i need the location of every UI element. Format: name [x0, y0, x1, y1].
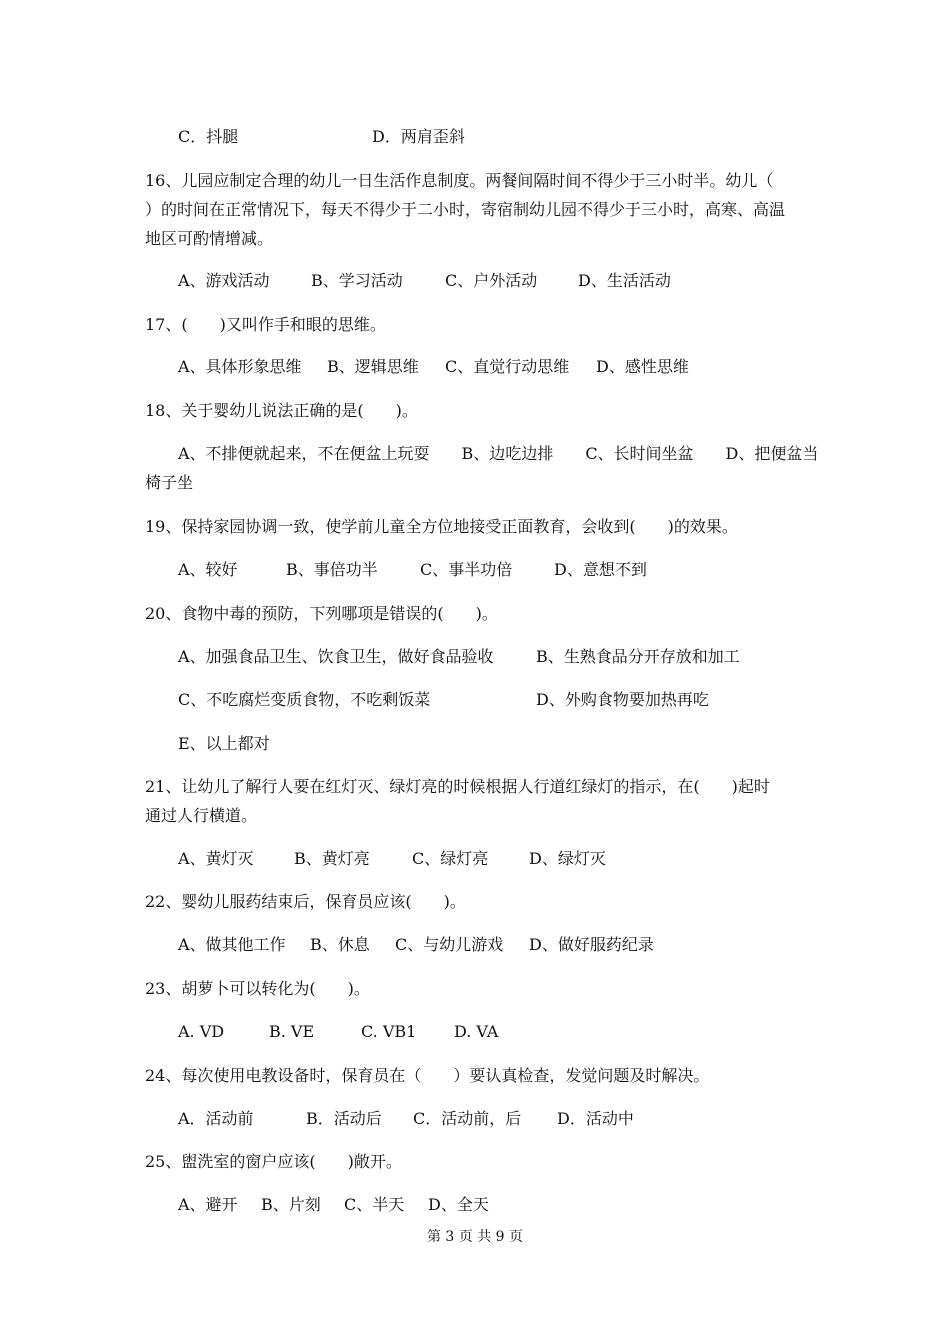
q22-option-b: B、休息 — [310, 935, 370, 954]
q23-option-b: B. VE — [269, 1022, 315, 1041]
q16-option-b: B、学习活动 — [311, 271, 403, 290]
q19-option-b: B、事倍功半 — [286, 560, 378, 579]
q20-option-a: A、加强食品卫生、饮食卫生，做好食品验收 — [178, 647, 494, 666]
q21-stem-line-2: 通过人行横道。 — [145, 806, 258, 825]
q23-option-d: D. VA — [454, 1022, 499, 1041]
page-number-footer: 第 3 页 共 9 页 — [426, 1229, 524, 1245]
q20-option-b: B、生熟食品分开存放和加工 — [536, 647, 740, 666]
q23-option-a: A. VD — [178, 1022, 225, 1041]
q24-option-c: C．活动前，后 — [413, 1109, 522, 1128]
q22-stem: 22、婴幼儿服药结束后，保育员应该( )。 — [145, 892, 466, 911]
q23-stem: 23、胡萝卜可以转化为( )。 — [145, 979, 370, 998]
q25-option-a: A、避开 — [178, 1195, 238, 1214]
q18-stem: 18、关于婴幼儿说法正确的是( )。 — [145, 401, 418, 420]
q25-option-b: B、片刻 — [261, 1195, 321, 1214]
q18-options-line-2: 椅子坐 — [145, 473, 194, 492]
q21-stem-line-1: 21、让幼儿了解行人要在红灯灭、绿灯亮的时候根据人行道红绿灯的指示，在( )起时 — [145, 777, 770, 796]
q22-option-c: C、与幼儿游戏 — [395, 935, 504, 954]
q20-stem: 20、食物中毒的预防，下列哪项是错误的( )。 — [145, 604, 498, 623]
q17-option-c: C、直觉行动思维 — [445, 357, 570, 376]
q19-stem: 19、保持家园协调一致，使学前儿童全方位地接受正面教育，会收到( )的效果。 — [145, 517, 738, 536]
q17-option-a: A、具体形象思维 — [178, 357, 302, 376]
q25-option-d: D、全天 — [428, 1195, 489, 1214]
q19-option-c: C、事半功倍 — [420, 560, 513, 579]
q23-option-c: C. VB1 — [361, 1022, 417, 1041]
q25-option-c: C、半天 — [344, 1195, 405, 1214]
q15-option-c: C．抖腿 — [178, 127, 239, 146]
q20-option-d: D、外购食物要加热再吃 — [536, 690, 709, 709]
q21-option-a: A、黄灯灭 — [178, 849, 254, 868]
q18-options-line-1: A、不排便就起来，不在便盆上玩耍 B、边吃边排 C、长时间坐盆 D、把便盆当 — [178, 444, 819, 463]
q20-option-e: E、以上都对 — [178, 734, 270, 753]
q16-stem-line-1: 16、儿园应制定合理的幼儿一日生活作息制度。两餐间隔时间不得少于三小时半。幼儿（ — [145, 171, 774, 190]
q21-option-b: B、黄灯亮 — [294, 849, 370, 868]
q16-stem-line-2: ）的时间在正常情况下，每天不得少于二小时，寄宿制幼儿园不得少于三小时，高寒、高温 — [145, 200, 786, 219]
q21-option-d: D、绿灯灭 — [529, 849, 606, 868]
q24-stem: 24、每次使用电教设备时，保育员在（ ）要认真检查，发觉问题及时解决。 — [145, 1066, 710, 1085]
q21-option-c: C、绿灯亮 — [412, 849, 489, 868]
q22-option-a: A、做其他工作 — [178, 935, 286, 954]
q24-option-a: A．活动前 — [178, 1109, 254, 1128]
q24-option-d: D．活动中 — [557, 1109, 634, 1128]
q15-option-d: D．两肩歪斜 — [372, 127, 465, 146]
q25-stem: 25、盥洗室的窗户应该( )敞开。 — [145, 1152, 402, 1171]
q16-option-a: A、游戏活动 — [178, 271, 270, 290]
q24-option-b: B．活动后 — [306, 1109, 382, 1128]
q20-option-c: C、不吃腐烂变质食物，不吃剩饭菜 — [178, 690, 431, 709]
q17-option-d: D、感性思维 — [596, 357, 689, 376]
q16-stem-line-3: 地区可酌情增减。 — [145, 229, 274, 248]
q22-option-d: D、做好服药纪录 — [529, 935, 654, 954]
q16-option-c: C、户外活动 — [445, 271, 538, 290]
q16-option-d: D、生活活动 — [578, 271, 671, 290]
q17-option-b: B、逻辑思维 — [327, 357, 419, 376]
q17-stem: 17、( )又叫作手和眼的思维。 — [145, 315, 386, 334]
q19-option-a: A、较好 — [178, 560, 238, 579]
q19-option-d: D、意想不到 — [554, 560, 647, 579]
